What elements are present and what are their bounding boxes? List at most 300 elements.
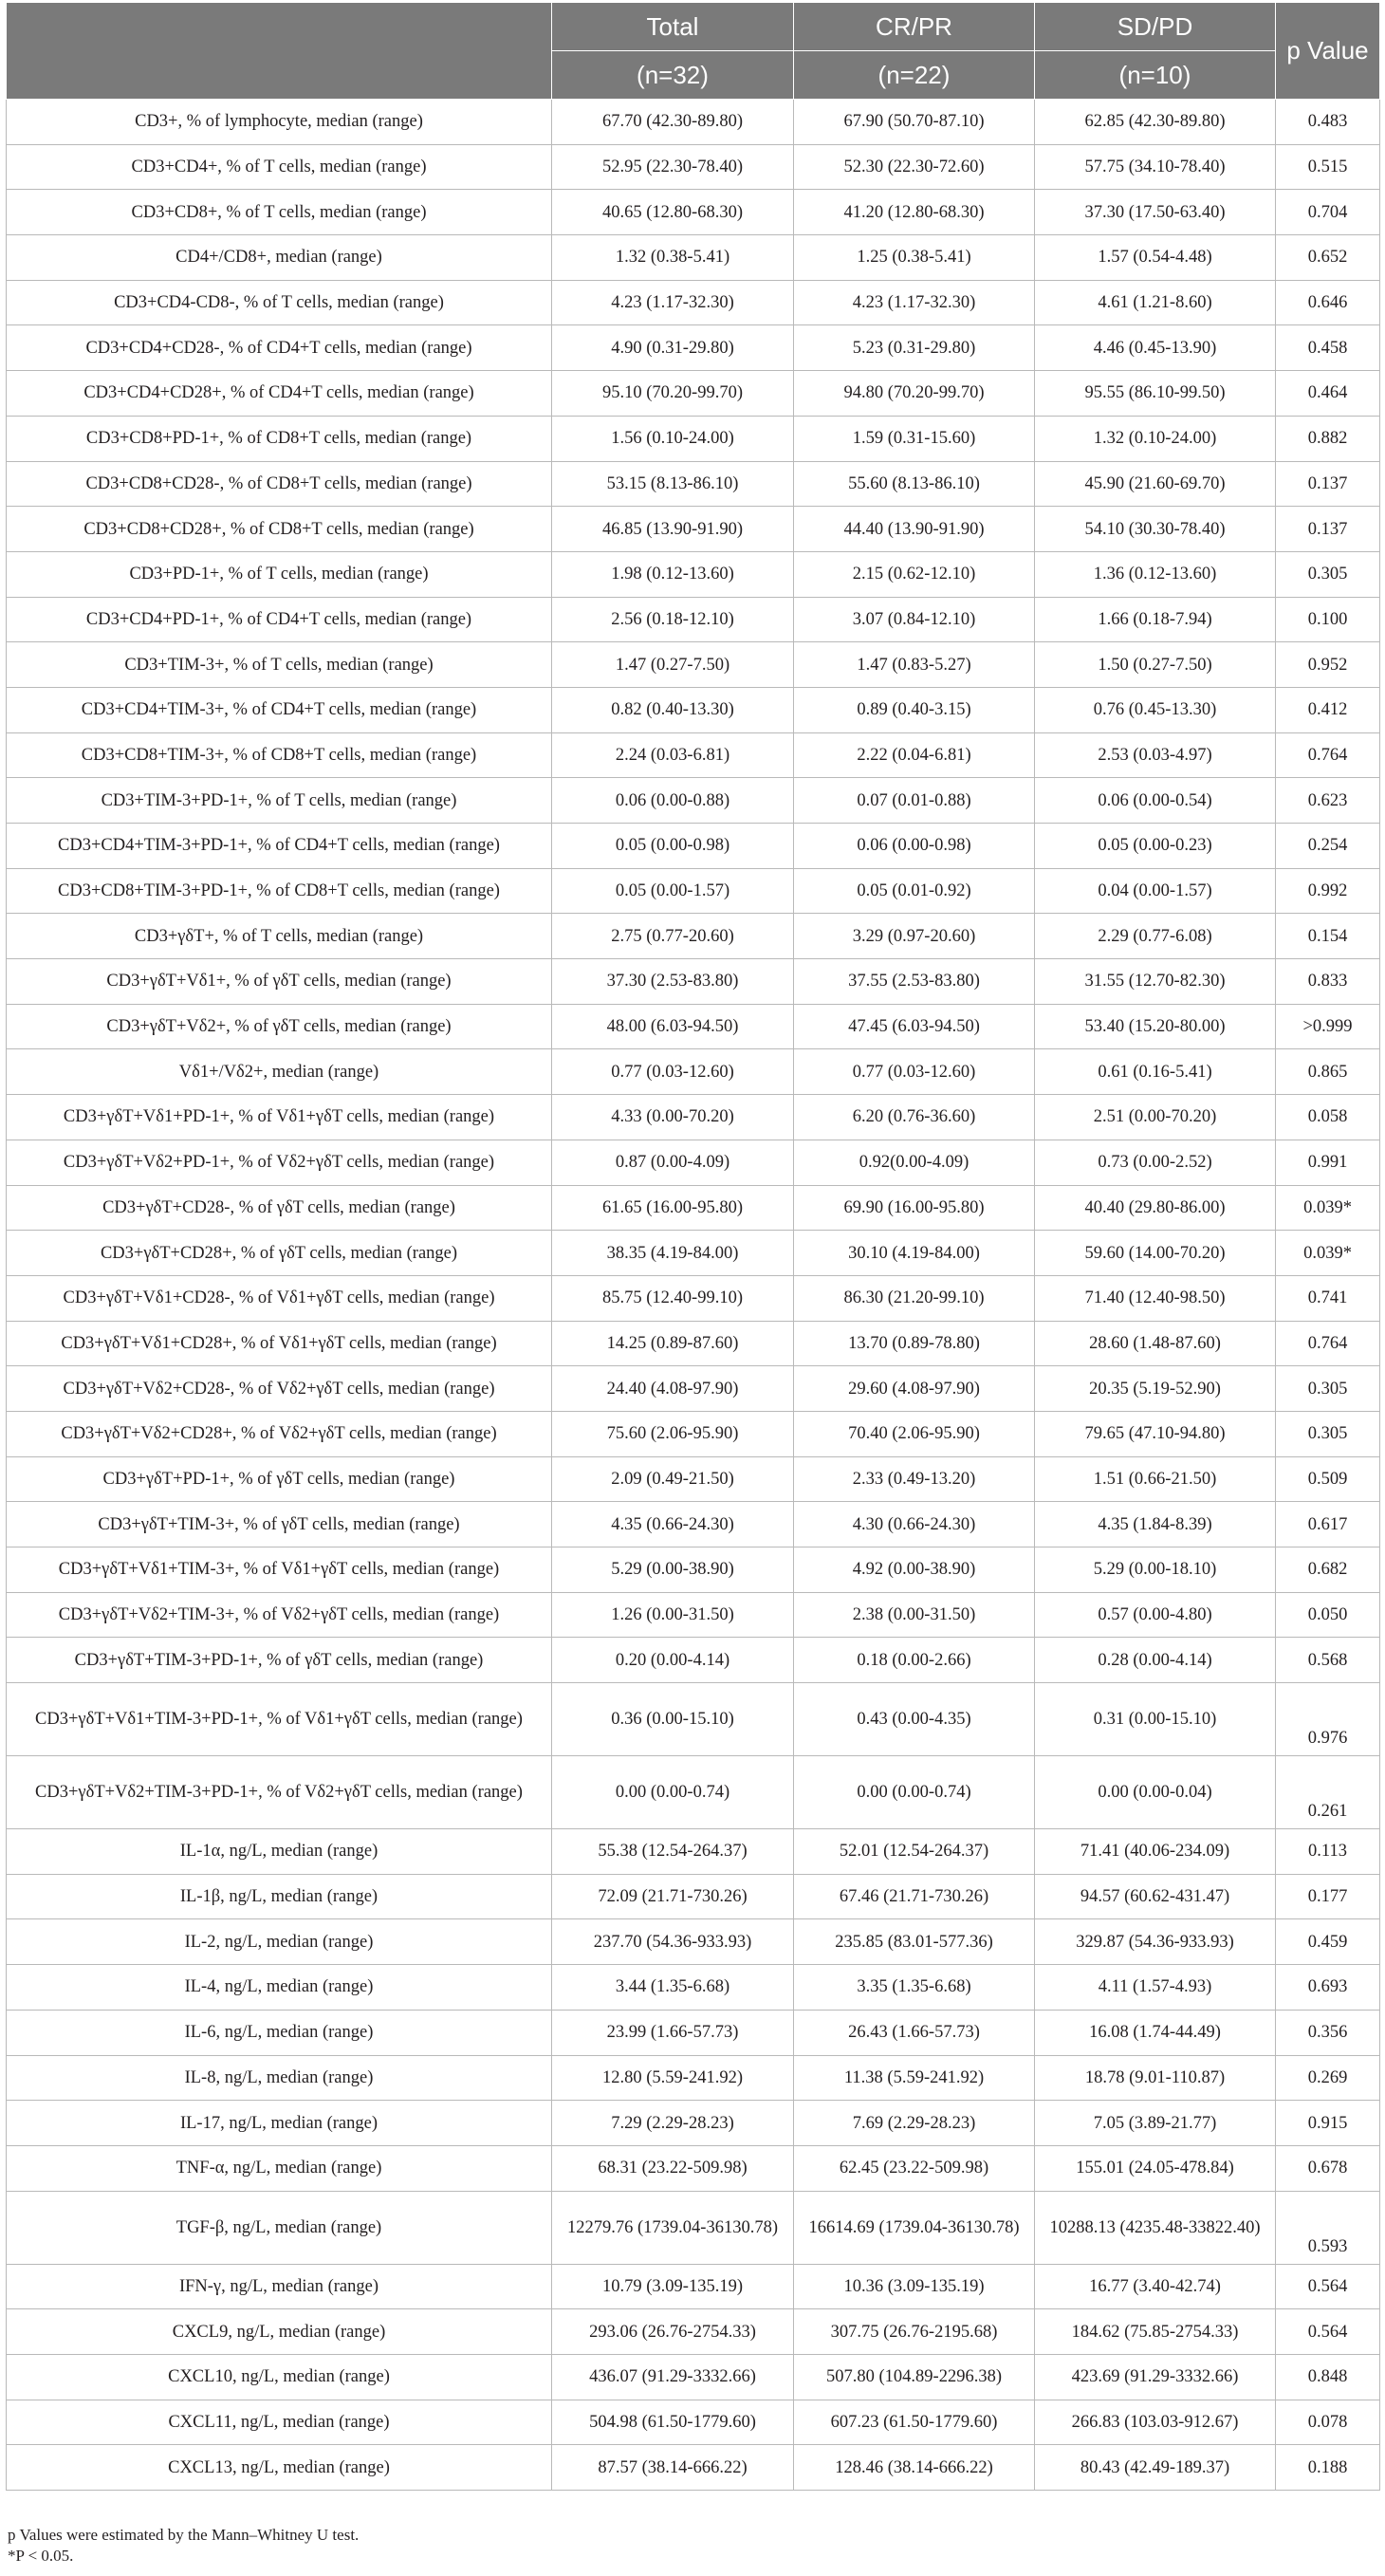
row-label: CD3+γδT+PD-1+, % of γδT cells, median (range) (7, 1456, 552, 1502)
table-row (7, 1683, 1380, 1756)
cell-sdpd: 2.53 (0.03-4.97) (1035, 732, 1276, 778)
cell-total: 52.95 (22.30-78.40) (552, 144, 794, 190)
cell-sdpd: 37.30 (17.50-63.40) (1035, 190, 1276, 235)
cell-sdpd: 45.90 (21.60-69.70) (1035, 461, 1276, 507)
table-row (7, 371, 1380, 417)
table-row (7, 1874, 1380, 1919)
cell-crpr: 128.46 (38.14-666.22) (794, 2445, 1035, 2491)
cell-pvalue: 0.050 (1276, 1592, 1380, 1638)
cell-sdpd: 53.40 (15.20-80.00) (1035, 1004, 1276, 1049)
cell-total: 0.20 (0.00-4.14) (552, 1638, 794, 1683)
table-row (7, 2010, 1380, 2055)
header-crpr-n: (n=22) (794, 51, 1035, 100)
cell-crpr: 1.25 (0.38-5.41) (794, 235, 1035, 281)
table-row (7, 1592, 1380, 1638)
cell-crpr: 0.07 (0.01-0.88) (794, 778, 1035, 824)
cell-total: 2.24 (0.03-6.81) (552, 732, 794, 778)
cell-total: 4.90 (0.31-29.80) (552, 325, 794, 371)
cell-pvalue: 0.764 (1276, 732, 1380, 778)
cell-crpr: 70.40 (2.06-95.90) (794, 1411, 1035, 1456)
cell-sdpd: 0.04 (0.00-1.57) (1035, 868, 1276, 914)
cell-sdpd: 40.40 (29.80-86.00) (1035, 1185, 1276, 1231)
cell-sdpd: 94.57 (60.62-431.47) (1035, 1874, 1276, 1919)
cell-pvalue: 0.976 (1276, 1683, 1380, 1756)
cell-crpr: 44.40 (13.90-91.90) (794, 507, 1035, 552)
cell-pvalue: 0.305 (1276, 1411, 1380, 1456)
cell-total: 0.82 (0.40-13.30) (552, 687, 794, 732)
cell-crpr: 4.23 (1.17-32.30) (794, 280, 1035, 325)
cell-pvalue: 0.652 (1276, 235, 1380, 281)
table-row (7, 1231, 1380, 1276)
cell-total: 1.32 (0.38-5.41) (552, 235, 794, 281)
cell-pvalue: 0.356 (1276, 2010, 1380, 2055)
cell-crpr: 30.10 (4.19-84.00) (794, 1231, 1035, 1276)
cell-pvalue: 0.459 (1276, 1919, 1380, 1965)
table-row (7, 1321, 1380, 1366)
cell-sdpd: 16.08 (1.74-44.49) (1035, 2010, 1276, 2055)
row-label: IFN-γ, ng/L, median (range) (7, 2264, 552, 2309)
cell-total: 1.26 (0.00-31.50) (552, 1592, 794, 1638)
row-label: IL-8, ng/L, median (range) (7, 2055, 552, 2101)
table-row (7, 2101, 1380, 2146)
cell-sdpd: 2.51 (0.00-70.20) (1035, 1095, 1276, 1140)
cell-pvalue: 0.058 (1276, 1095, 1380, 1140)
cell-crpr: 67.90 (50.70-87.10) (794, 100, 1035, 145)
cell-pvalue: 0.992 (1276, 868, 1380, 914)
cell-total: 68.31 (23.22-509.98) (552, 2145, 794, 2191)
cell-pvalue: 0.078 (1276, 2400, 1380, 2445)
cell-pvalue: 0.039* (1276, 1185, 1380, 1231)
cell-crpr: 0.89 (0.40-3.15) (794, 687, 1035, 732)
row-label: CD3+CD4+CD28-, % of CD4+T cells, median (range) (7, 325, 552, 371)
table-row (7, 778, 1380, 824)
cell-pvalue: 0.593 (1276, 2191, 1380, 2264)
cell-crpr: 55.60 (8.13-86.10) (794, 461, 1035, 507)
cell-pvalue: 0.682 (1276, 1547, 1380, 1593)
row-label: CD3+CD4+TIM-3+PD-1+, % of CD4+T cells, median (range) (7, 824, 552, 869)
cell-pvalue: 0.515 (1276, 144, 1380, 190)
cell-total: 4.33 (0.00-70.20) (552, 1095, 794, 1140)
cell-pvalue: 0.458 (1276, 325, 1380, 371)
table-row (7, 597, 1380, 642)
cell-total: 55.38 (12.54-264.37) (552, 1829, 794, 1875)
row-label: CD3+γδT+Vδ1+CD28+, % of Vδ1+γδT cells, median (range) (7, 1321, 552, 1366)
table-row (7, 1140, 1380, 1185)
table-row (7, 687, 1380, 732)
row-label: CD3+γδT+Vδ1+PD-1+, % of Vδ1+γδT cells, median (range) (7, 1095, 552, 1140)
row-label: IL-4, ng/L, median (range) (7, 1965, 552, 2011)
cell-pvalue: 0.483 (1276, 100, 1380, 145)
cell-crpr: 41.20 (12.80-68.30) (794, 190, 1035, 235)
row-label: IL-2, ng/L, median (range) (7, 1919, 552, 1965)
footnote-method: p Values were estimated by the Mann–Whitney U test. (8, 2526, 360, 2544)
cell-total: 0.77 (0.03-12.60) (552, 1049, 794, 1095)
cell-sdpd: 20.35 (5.19-52.90) (1035, 1366, 1276, 1412)
table-row (7, 551, 1380, 597)
row-label: CXCL11, ng/L, median (range) (7, 2400, 552, 2445)
table-row (7, 914, 1380, 959)
cell-pvalue: 0.882 (1276, 416, 1380, 461)
row-label: CD3+γδT+TIM-3+PD-1+, % of γδT cells, median (range) (7, 1638, 552, 1683)
table-row (7, 1275, 1380, 1321)
row-label: CD3+CD8+PD-1+, % of CD8+T cells, median (range) (7, 416, 552, 461)
table-row (7, 1049, 1380, 1095)
table-row (7, 416, 1380, 461)
cell-total: 0.87 (0.00-4.09) (552, 1140, 794, 1185)
cell-sdpd: 71.40 (12.40-98.50) (1035, 1275, 1276, 1321)
cell-total: 75.60 (2.06-95.90) (552, 1411, 794, 1456)
cell-pvalue: 0.833 (1276, 959, 1380, 1005)
table-row (7, 100, 1380, 145)
row-label: IL-17, ng/L, median (range) (7, 2101, 552, 2146)
cell-total: 237.70 (54.36-933.93) (552, 1919, 794, 1965)
table-row (7, 642, 1380, 688)
row-label: CD3+γδT+Vδ1+TIM-3+, % of Vδ1+γδT cells, median (range) (7, 1547, 552, 1593)
cell-pvalue: 0.704 (1276, 190, 1380, 235)
cell-total: 0.06 (0.00-0.88) (552, 778, 794, 824)
cell-pvalue: 0.623 (1276, 778, 1380, 824)
table-row (7, 1502, 1380, 1547)
cell-total: 0.36 (0.00-15.10) (552, 1683, 794, 1756)
table-row (7, 1965, 1380, 2011)
cell-crpr: 507.80 (104.89-2296.38) (794, 2354, 1035, 2400)
cell-crpr: 7.69 (2.29-28.23) (794, 2101, 1035, 2146)
row-label: CD3+γδT+Vδ2+PD-1+, % of Vδ2+γδT cells, median (range) (7, 1140, 552, 1185)
header-label-column (7, 3, 552, 100)
row-label: CD3+CD4+TIM-3+, % of CD4+T cells, median (range) (7, 687, 552, 732)
cell-sdpd: 4.35 (1.84-8.39) (1035, 1502, 1276, 1547)
cell-crpr: 1.47 (0.83-5.27) (794, 642, 1035, 688)
row-label: CD3+TIM-3+, % of T cells, median (range) (7, 642, 552, 688)
cell-crpr: 4.30 (0.66-24.30) (794, 1502, 1035, 1547)
cell-crpr: 47.45 (6.03-94.50) (794, 1004, 1035, 1049)
table-row (7, 461, 1380, 507)
cell-total: 53.15 (8.13-86.10) (552, 461, 794, 507)
cell-crpr: 5.23 (0.31-29.80) (794, 325, 1035, 371)
row-label: IL-6, ng/L, median (range) (7, 2010, 552, 2055)
cell-total: 14.25 (0.89-87.60) (552, 1321, 794, 1366)
cell-crpr: 0.18 (0.00-2.66) (794, 1638, 1035, 1683)
cell-total: 7.29 (2.29-28.23) (552, 2101, 794, 2146)
table-row (7, 2264, 1380, 2309)
header-sdpd: SD/PD (1035, 3, 1276, 51)
cell-total: 37.30 (2.53-83.80) (552, 959, 794, 1005)
results-table (6, 2, 1380, 2491)
cell-total: 2.75 (0.77-20.60) (552, 914, 794, 959)
table-row (7, 2400, 1380, 2445)
cell-sdpd: 57.75 (34.10-78.40) (1035, 144, 1276, 190)
table-row (7, 1829, 1380, 1875)
row-label: CXCL13, ng/L, median (range) (7, 2445, 552, 2491)
row-label: CD3+CD4-CD8-, % of T cells, median (range) (7, 280, 552, 325)
cell-crpr: 10.36 (3.09-135.19) (794, 2264, 1035, 2309)
cell-total: 87.57 (38.14-666.22) (552, 2445, 794, 2491)
header-pvalue: p Value (1276, 3, 1380, 100)
row-label: CD3+γδT+, % of T cells, median (range) (7, 914, 552, 959)
cell-total: 0.05 (0.00-1.57) (552, 868, 794, 914)
cell-crpr: 0.43 (0.00-4.35) (794, 1683, 1035, 1756)
cell-crpr: 26.43 (1.66-57.73) (794, 2010, 1035, 2055)
cell-crpr: 3.07 (0.84-12.10) (794, 597, 1035, 642)
cell-pvalue: 0.412 (1276, 687, 1380, 732)
cell-total: 4.35 (0.66-24.30) (552, 1502, 794, 1547)
table-row (7, 2055, 1380, 2101)
cell-pvalue: 0.564 (1276, 2309, 1380, 2355)
row-label: CD3+γδT+Vδ1+TIM-3+PD-1+, % of Vδ1+γδT cells, median (range) (7, 1683, 552, 1756)
cell-sdpd: 28.60 (1.48-87.60) (1035, 1321, 1276, 1366)
header-sdpd-n: (n=10) (1035, 51, 1276, 100)
cell-pvalue: 0.261 (1276, 1756, 1380, 1829)
row-label: CD3+γδT+CD28+, % of γδT cells, median (range) (7, 1231, 552, 1276)
row-label: CD3+γδT+TIM-3+, % of γδT cells, median (range) (7, 1502, 552, 1547)
cell-crpr: 94.80 (70.20-99.70) (794, 371, 1035, 417)
cell-sdpd: 0.73 (0.00-2.52) (1035, 1140, 1276, 1185)
cell-sdpd: 0.28 (0.00-4.14) (1035, 1638, 1276, 1683)
cell-pvalue: 0.693 (1276, 1965, 1380, 2011)
cell-pvalue: 0.915 (1276, 2101, 1380, 2146)
cell-pvalue: 0.568 (1276, 1638, 1380, 1683)
table-row (7, 1756, 1380, 1829)
table-row (7, 1547, 1380, 1593)
cell-sdpd: 80.43 (42.49-189.37) (1035, 2445, 1276, 2491)
table-row (7, 959, 1380, 1005)
cell-total: 46.85 (13.90-91.90) (552, 507, 794, 552)
cell-pvalue: 0.764 (1276, 1321, 1380, 1366)
cell-crpr: 16614.69 (1739.04-36130.78) (794, 2191, 1035, 2264)
cell-pvalue: 0.464 (1276, 371, 1380, 417)
cell-total: 0.00 (0.00-0.74) (552, 1756, 794, 1829)
cell-total: 4.23 (1.17-32.30) (552, 280, 794, 325)
row-label: CD3+CD8+TIM-3+PD-1+, % of CD8+T cells, median (range) (7, 868, 552, 914)
table-row (7, 2354, 1380, 2400)
cell-sdpd: 0.61 (0.16-5.41) (1035, 1049, 1276, 1095)
cell-crpr: 235.85 (83.01-577.36) (794, 1919, 1035, 1965)
cell-crpr: 0.92(0.00-4.09) (794, 1140, 1035, 1185)
row-label: CD3+γδT+Vδ2+CD28+, % of Vδ2+γδT cells, median (range) (7, 1411, 552, 1456)
cell-sdpd: 31.55 (12.70-82.30) (1035, 959, 1276, 1005)
table-row (7, 325, 1380, 371)
table-row (7, 235, 1380, 281)
row-label: CD4+/CD8+, median (range) (7, 235, 552, 281)
row-label: CD3+γδT+Vδ2+TIM-3+, % of Vδ2+γδT cells, median (range) (7, 1592, 552, 1638)
cell-sdpd: 423.69 (91.29-3332.66) (1035, 2354, 1276, 2400)
cell-sdpd: 1.36 (0.12-13.60) (1035, 551, 1276, 597)
table-row (7, 1366, 1380, 1412)
cell-pvalue: 0.137 (1276, 507, 1380, 552)
cell-crpr: 0.00 (0.00-0.74) (794, 1756, 1035, 1829)
table-row (7, 1095, 1380, 1140)
table-row (7, 144, 1380, 190)
cell-sdpd: 95.55 (86.10-99.50) (1035, 371, 1276, 417)
cell-total: 48.00 (6.03-94.50) (552, 1004, 794, 1049)
table-row (7, 1185, 1380, 1231)
cell-sdpd: 1.32 (0.10-24.00) (1035, 416, 1276, 461)
row-label: IL-1β, ng/L, median (range) (7, 1874, 552, 1919)
row-label: CXCL10, ng/L, median (range) (7, 2354, 552, 2400)
row-label: CD3+PD-1+, % of T cells, median (range) (7, 551, 552, 597)
row-label: CD3+γδT+Vδ2+CD28-, % of Vδ2+γδT cells, median (range) (7, 1366, 552, 1412)
cell-sdpd: 155.01 (24.05-478.84) (1035, 2145, 1276, 2191)
row-label: Vδ1+/Vδ2+, median (range) (7, 1049, 552, 1095)
cell-crpr: 0.77 (0.03-12.60) (794, 1049, 1035, 1095)
table-row (7, 2445, 1380, 2491)
row-label: CD3+CD8+CD28-, % of CD8+T cells, median (range) (7, 461, 552, 507)
cell-crpr: 2.38 (0.00-31.50) (794, 1592, 1035, 1638)
cell-total: 1.98 (0.12-13.60) (552, 551, 794, 597)
cell-pvalue: 0.137 (1276, 461, 1380, 507)
cell-total: 293.06 (26.76-2754.33) (552, 2309, 794, 2355)
cell-sdpd: 1.66 (0.18-7.94) (1035, 597, 1276, 642)
row-label: CD3+CD4+CD28+, % of CD4+T cells, median (range) (7, 371, 552, 417)
cell-sdpd: 16.77 (3.40-42.74) (1035, 2264, 1276, 2309)
cell-crpr: 52.30 (22.30-72.60) (794, 144, 1035, 190)
cell-sdpd: 0.05 (0.00-0.23) (1035, 824, 1276, 869)
cell-sdpd: 71.41 (40.06-234.09) (1035, 1829, 1276, 1875)
cell-crpr: 2.22 (0.04-6.81) (794, 732, 1035, 778)
cell-crpr: 86.30 (21.20-99.10) (794, 1275, 1035, 1321)
row-label: TGF-β, ng/L, median (range) (7, 2191, 552, 2264)
cell-total: 436.07 (91.29-3332.66) (552, 2354, 794, 2400)
cell-total: 23.99 (1.66-57.73) (552, 2010, 794, 2055)
cell-sdpd: 59.60 (14.00-70.20) (1035, 1231, 1276, 1276)
row-label: CD3+CD8+CD28+, % of CD8+T cells, median (range) (7, 507, 552, 552)
cell-total: 61.65 (16.00-95.80) (552, 1185, 794, 1231)
cell-pvalue: 0.741 (1276, 1275, 1380, 1321)
cell-total: 72.09 (21.71-730.26) (552, 1874, 794, 1919)
cell-crpr: 52.01 (12.54-264.37) (794, 1829, 1035, 1875)
cell-crpr: 607.23 (61.50-1779.60) (794, 2400, 1035, 2445)
table-row (7, 2145, 1380, 2191)
cell-crpr: 67.46 (21.71-730.26) (794, 1874, 1035, 1919)
table-row (7, 2309, 1380, 2355)
row-label: CD3+CD4+, % of T cells, median (range) (7, 144, 552, 190)
header-total: Total (552, 3, 794, 51)
cell-sdpd: 1.51 (0.66-21.50) (1035, 1456, 1276, 1502)
cell-sdpd: 329.87 (54.36-933.93) (1035, 1919, 1276, 1965)
cell-pvalue: 0.269 (1276, 2055, 1380, 2101)
cell-sdpd: 184.62 (75.85-2754.33) (1035, 2309, 1276, 2355)
cell-crpr: 62.45 (23.22-509.98) (794, 2145, 1035, 2191)
cell-crpr: 4.92 (0.00-38.90) (794, 1547, 1035, 1593)
cell-pvalue: 0.305 (1276, 1366, 1380, 1412)
table-row (7, 824, 1380, 869)
cell-total: 95.10 (70.20-99.70) (552, 371, 794, 417)
cell-total: 3.44 (1.35-6.68) (552, 1965, 794, 2011)
cell-crpr: 1.59 (0.31-15.60) (794, 416, 1035, 461)
row-label: CXCL9, ng/L, median (range) (7, 2309, 552, 2355)
table-row (7, 507, 1380, 552)
row-label: IL-1α, ng/L, median (range) (7, 1829, 552, 1875)
cell-sdpd: 1.50 (0.27-7.50) (1035, 642, 1276, 688)
cell-sdpd: 0.31 (0.00-15.10) (1035, 1683, 1276, 1756)
cell-sdpd: 266.83 (103.03-912.67) (1035, 2400, 1276, 2445)
cell-total: 67.70 (42.30-89.80) (552, 100, 794, 145)
table-row (7, 2191, 1380, 2264)
row-label: CD3+, % of lymphocyte, median (range) (7, 100, 552, 145)
cell-total: 12.80 (5.59-241.92) (552, 2055, 794, 2101)
table-row (7, 280, 1380, 325)
cell-total: 2.56 (0.18-12.10) (552, 597, 794, 642)
cell-sdpd: 18.78 (9.01-110.87) (1035, 2055, 1276, 2101)
cell-sdpd: 7.05 (3.89-21.77) (1035, 2101, 1276, 2146)
row-label: CD3+CD8+, % of T cells, median (range) (7, 190, 552, 235)
cell-total: 85.75 (12.40-99.10) (552, 1275, 794, 1321)
cell-pvalue: 0.188 (1276, 2445, 1380, 2491)
cell-crpr: 307.75 (26.76-2195.68) (794, 2309, 1035, 2355)
cell-crpr: 11.38 (5.59-241.92) (794, 2055, 1035, 2101)
cell-pvalue: 0.865 (1276, 1049, 1380, 1095)
table-row (7, 1638, 1380, 1683)
cell-crpr: 0.06 (0.00-0.98) (794, 824, 1035, 869)
table-header (7, 3, 1380, 100)
table-row (7, 1919, 1380, 1965)
cell-total: 1.47 (0.27-7.50) (552, 642, 794, 688)
cell-sdpd: 5.29 (0.00-18.10) (1035, 1547, 1276, 1593)
cell-crpr: 2.15 (0.62-12.10) (794, 551, 1035, 597)
cell-crpr: 13.70 (0.89-78.80) (794, 1321, 1035, 1366)
cell-sdpd: 62.85 (42.30-89.80) (1035, 100, 1276, 145)
table-row (7, 732, 1380, 778)
cell-pvalue: 0.646 (1276, 280, 1380, 325)
cell-total: 40.65 (12.80-68.30) (552, 190, 794, 235)
cell-crpr: 0.05 (0.01-0.92) (794, 868, 1035, 914)
cell-total: 10.79 (3.09-135.19) (552, 2264, 794, 2309)
cell-pvalue: 0.254 (1276, 824, 1380, 869)
table-row (7, 1411, 1380, 1456)
cell-pvalue: 0.154 (1276, 914, 1380, 959)
cell-crpr: 29.60 (4.08-97.90) (794, 1366, 1035, 1412)
row-label: CD3+γδT+Vδ1+CD28-, % of Vδ1+γδT cells, median (range) (7, 1275, 552, 1321)
cell-sdpd: 4.61 (1.21-8.60) (1035, 280, 1276, 325)
cell-sdpd: 10288.13 (4235.48-33822.40) (1035, 2191, 1276, 2264)
cell-sdpd: 0.76 (0.45-13.30) (1035, 687, 1276, 732)
cell-total: 38.35 (4.19-84.00) (552, 1231, 794, 1276)
cell-total: 12279.76 (1739.04-36130.78) (552, 2191, 794, 2264)
row-label: CD3+CD8+TIM-3+, % of CD8+T cells, median (range) (7, 732, 552, 778)
cell-pvalue: 0.564 (1276, 2264, 1380, 2309)
cell-sdpd: 2.29 (0.77-6.08) (1035, 914, 1276, 959)
row-label: CD3+γδT+CD28-, % of γδT cells, median (range) (7, 1185, 552, 1231)
row-label: CD3+γδT+Vδ1+, % of γδT cells, median (range) (7, 959, 552, 1005)
cell-crpr: 2.33 (0.49-13.20) (794, 1456, 1035, 1502)
cell-sdpd: 1.57 (0.54-4.48) (1035, 235, 1276, 281)
cell-pvalue: 0.100 (1276, 597, 1380, 642)
cell-sdpd: 79.65 (47.10-94.80) (1035, 1411, 1276, 1456)
cell-sdpd: 0.00 (0.00-0.04) (1035, 1756, 1276, 1829)
header-total-n: (n=32) (552, 51, 794, 100)
row-label: CD3+γδT+Vδ2+, % of γδT cells, median (range) (7, 1004, 552, 1049)
table-row (7, 868, 1380, 914)
cell-total: 2.09 (0.49-21.50) (552, 1456, 794, 1502)
table-row (7, 190, 1380, 235)
row-label: CD3+CD4+PD-1+, % of CD4+T cells, median (range) (7, 597, 552, 642)
cell-crpr: 6.20 (0.76-36.60) (794, 1095, 1035, 1140)
cell-pvalue: 0.952 (1276, 642, 1380, 688)
cell-pvalue: 0.509 (1276, 1456, 1380, 1502)
cell-pvalue: 0.113 (1276, 1829, 1380, 1875)
cell-crpr: 69.90 (16.00-95.80) (794, 1185, 1035, 1231)
row-label: TNF-α, ng/L, median (range) (7, 2145, 552, 2191)
cell-crpr: 3.29 (0.97-20.60) (794, 914, 1035, 959)
cell-crpr: 37.55 (2.53-83.80) (794, 959, 1035, 1005)
cell-sdpd: 0.06 (0.00-0.54) (1035, 778, 1276, 824)
cell-total: 24.40 (4.08-97.90) (552, 1366, 794, 1412)
cell-sdpd: 0.57 (0.00-4.80) (1035, 1592, 1276, 1638)
cell-total: 0.05 (0.00-0.98) (552, 824, 794, 869)
cell-sdpd: 4.11 (1.57-4.93) (1035, 1965, 1276, 2011)
cell-pvalue: 0.617 (1276, 1502, 1380, 1547)
row-label: CD3+γδT+Vδ2+TIM-3+PD-1+, % of Vδ2+γδT cells, median (range) (7, 1756, 552, 1829)
